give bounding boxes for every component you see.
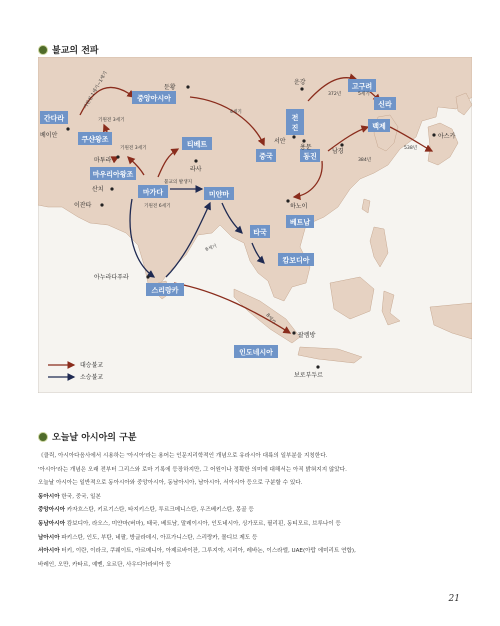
svg-text:이잔타: 이잔타 <box>74 202 92 209</box>
section-title: 오늘날 아시아의 구분 <box>52 433 137 443</box>
svg-text:티베트: 티베트 <box>186 140 208 149</box>
region-row <box>38 532 478 546</box>
paragraph: 오늘날 아시아는 일반적으로 동아시아와 중앙아시아, 동남아시아, 남아시아, 서아시아 등으로 구분할 수 있다. <box>38 480 303 487</box>
region-row <box>38 518 478 532</box>
svg-text:남경: 남경 <box>332 148 344 155</box>
svg-text:기원전 3세기: 기원전 3세기 <box>98 118 125 123</box>
label-tibet <box>182 137 212 150</box>
region-label: 동아시아 <box>38 493 60 500</box>
section-heading-buddhism <box>38 43 99 56</box>
svg-text:384년: 384년 <box>358 158 372 163</box>
svg-text:둔황: 둔황 <box>164 84 176 91</box>
svg-text:베이안: 베이안 <box>40 132 58 139</box>
svg-text:운강: 운강 <box>294 79 306 86</box>
region-row-continued: 바레인, 오만, 카타르, 예멘, 요르단, 사우디아라비아 등 <box>38 561 172 568</box>
svg-text:4세기: 4세기 <box>230 110 242 115</box>
svg-text:소승불교: 소승불교 <box>80 374 104 381</box>
label-gandhara <box>40 111 68 124</box>
svg-text:불교의 발생지: 불교의 발생지 <box>164 180 193 185</box>
asia-regions-text <box>38 450 478 572</box>
svg-text:스리랑카: 스리랑카 <box>151 286 179 295</box>
svg-text:중국: 중국 <box>259 152 273 161</box>
page-number: 21 <box>448 594 460 604</box>
svg-text:쿠샨왕조: 쿠샨왕조 <box>81 135 109 144</box>
region-countries: 파키스탄, 인도, 부탄, 네팔, 방글라데시, 아프가니스탄, 스리랑카, 몰디브 제도 등 <box>61 534 258 541</box>
svg-text:5세기: 5세기 <box>358 92 370 97</box>
label-jeonjin <box>286 109 304 135</box>
label-goguryeo <box>348 79 376 92</box>
region-row <box>38 545 478 559</box>
region-row <box>38 504 478 518</box>
svg-text:신라: 신라 <box>378 100 392 109</box>
svg-text:마투라: 마투라 <box>94 157 112 164</box>
label-magadha <box>138 185 168 198</box>
bullet-icon <box>38 432 48 442</box>
section-title: 불교의 전파 <box>52 46 99 56</box>
svg-text:라사: 라사 <box>190 166 202 173</box>
svg-text:하노이: 하노이 <box>290 203 308 210</box>
label-maurya <box>90 167 136 180</box>
label-kushan <box>78 132 112 145</box>
svg-text:전: 전 <box>291 114 299 122</box>
svg-text:팔렘방: 팔렘방 <box>298 332 316 339</box>
label-indonesia <box>234 345 278 358</box>
label-silla <box>374 97 396 110</box>
svg-text:용문: 용문 <box>300 144 312 151</box>
svg-text:마가다: 마가다 <box>142 188 164 197</box>
label-central-asia <box>132 91 176 104</box>
section-heading-asia <box>38 430 137 443</box>
svg-text:마우리아왕조: 마우리아왕조 <box>92 170 134 179</box>
paragraph: '아시아'라는 개념은 오래 전부터 그리스와 로마 기록에 등장하지만, 그 어원이나 정확한 의미에 대해서는 아직 밝혀지지 않았다. <box>38 466 347 473</box>
svg-text:기원전 6세기: 기원전 6세기 <box>144 204 171 209</box>
label-china <box>256 149 276 162</box>
label-baekje <box>368 119 390 132</box>
svg-text:캄보디아: 캄보디아 <box>282 256 310 265</box>
svg-text:서안: 서안 <box>274 138 286 145</box>
svg-text:6세기: 6세기 <box>204 244 218 253</box>
bullet-icon <box>38 45 48 55</box>
region-label: 서아시아 <box>38 548 60 555</box>
svg-text:아누라다푸라: 아누라다푸라 <box>94 274 129 281</box>
svg-text:동진: 동진 <box>303 152 317 161</box>
paragraph: 《클릭, 아시아다음사에서 시용하는 '아시아'라는 용어는 인문지리학적인 개념으로 유라시아 대륙의 일부분을 지칭한다. <box>38 453 328 459</box>
svg-text:진: 진 <box>291 124 299 132</box>
svg-text:타국: 타국 <box>253 228 267 237</box>
region-countries: 터키, 이란, 이라크, 쿠웨이트, 아르메니아, 아제르바이잔, 그루지야, 시리아, 레바논, 이스라엘, UAE(아랍 에미리트 연합), <box>61 548 356 555</box>
svg-text:산치: 산치 <box>92 186 104 193</box>
svg-text:기원전 3세기: 기원전 3세기 <box>120 146 147 151</box>
svg-text:372년: 372년 <box>328 92 342 97</box>
label-srilanka <box>146 283 184 296</box>
svg-text:보로부두르: 보로부두르 <box>294 372 323 379</box>
label-thailand <box>250 225 270 238</box>
svg-text:백제: 백제 <box>372 122 386 131</box>
svg-text:중앙아시아: 중앙아시아 <box>137 94 171 103</box>
buddhism-spread-map <box>38 57 472 393</box>
region-countries: 캄보디아, 라오스, 미얀마(버마), 태국, 베트남, 말레이시아, 인도네시아, 싱가포르, 필리핀, 동티모르, 브루나이 등 <box>66 520 341 527</box>
region-label: 중앙아시아 <box>38 507 66 514</box>
svg-text:간다라: 간다라 <box>43 114 65 123</box>
region-label: 남아시아 <box>38 534 60 541</box>
region-countries: 카자흐스탄, 키르기스탄, 타지키스탄, 투르크메니스탄, 우즈베키스탄, 몽골 등 <box>66 507 254 514</box>
region-row <box>38 491 478 505</box>
svg-text:베트남: 베트남 <box>289 218 311 227</box>
region-countries: 한국, 중국, 일본 <box>61 493 101 500</box>
label-vietnam <box>286 215 314 228</box>
svg-text:고구려: 고구려 <box>351 82 373 91</box>
svg-text:8세기: 8세기 <box>264 313 276 326</box>
svg-text:인도네시아: 인도네시아 <box>239 348 273 357</box>
svg-text:기원전 1세기~1세기: 기원전 1세기~1세기 <box>83 70 109 110</box>
svg-text:대승불교: 대승불교 <box>80 362 104 369</box>
svg-text:미얀마: 미얀마 <box>208 190 230 199</box>
svg-text:538년: 538년 <box>404 146 418 151</box>
label-cambodia <box>278 253 314 266</box>
region-label: 동남아시아 <box>38 520 66 527</box>
svg-text:아스카: 아스카 <box>438 133 456 140</box>
label-myanmar <box>204 187 234 200</box>
